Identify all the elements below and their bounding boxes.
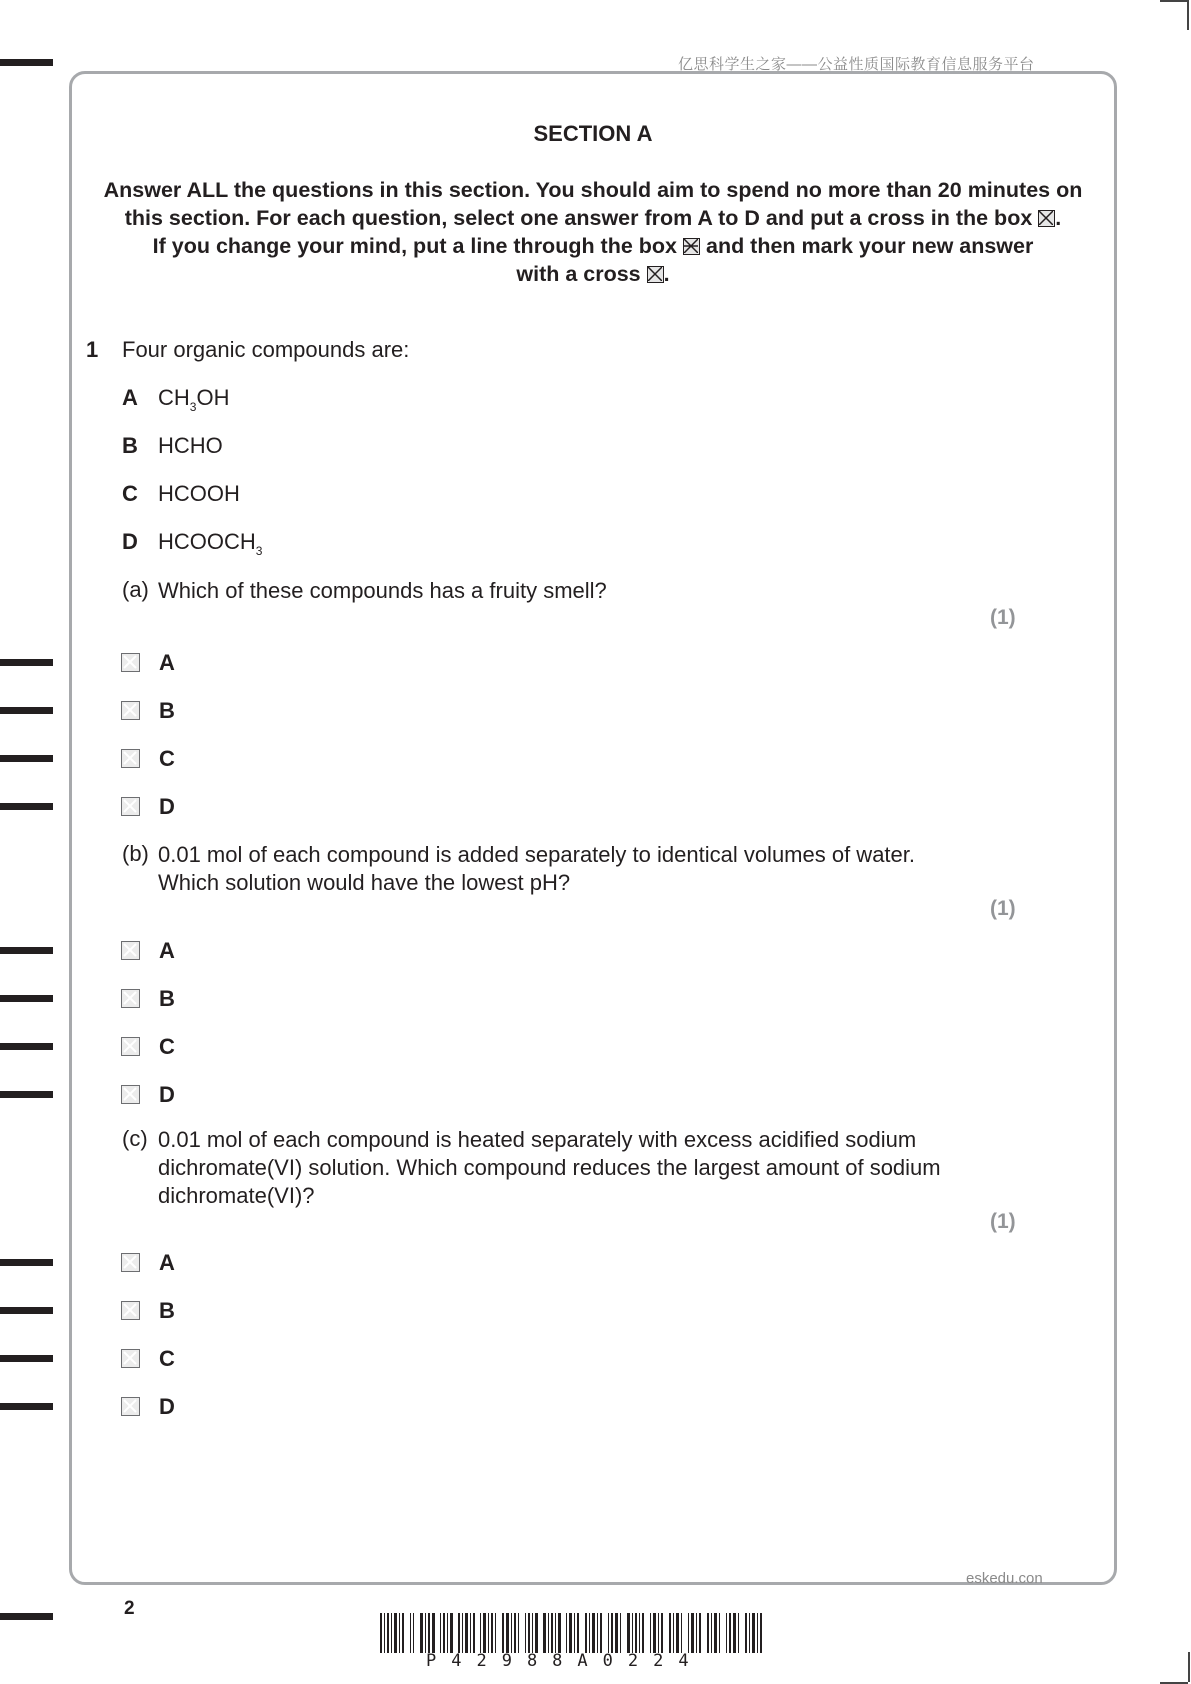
compound-formula: HCHO: [158, 433, 223, 458]
timing-mark: [0, 947, 53, 954]
compound-letter: D: [122, 529, 138, 554]
option-letter: A: [159, 938, 175, 963]
marks-label: (1): [990, 1210, 1016, 1233]
footer-watermark: eskedu.con: [966, 1570, 1043, 1587]
timing-mark: [0, 1259, 53, 1266]
answer-checkbox-a[interactable]: [121, 653, 140, 672]
option-letter: C: [159, 746, 175, 771]
struck-cross-box-icon: [683, 238, 700, 255]
part-text: Which of these compounds has a fruity smell?: [158, 578, 607, 603]
answer-checkbox-d[interactable]: [121, 1397, 140, 1416]
instruction-line-3a: If you change your mind, put a line through the box: [152, 234, 678, 258]
timing-mark: [0, 59, 53, 66]
instruction-line-1: Answer ALL the questions in this section. You should aim to spend no more than 20 minutes on: [103, 178, 1083, 202]
registration-mark: [1187, 0, 1189, 30]
timing-mark: [0, 1091, 53, 1098]
compound-formula: HCOOH: [158, 481, 240, 506]
question-stem: Four organic compounds are:: [122, 337, 410, 362]
timing-mark: [0, 1043, 53, 1050]
compound-letter: C: [122, 481, 138, 506]
answer-checkbox-c[interactable]: [121, 1349, 140, 1368]
part-label: (a): [122, 577, 149, 602]
answer-checkbox-b[interactable]: [121, 701, 140, 720]
answer-checkbox-a[interactable]: [121, 1253, 140, 1272]
timing-mark: [0, 1307, 53, 1314]
compound-letter: A: [122, 385, 138, 410]
answer-checkbox-d[interactable]: [121, 797, 140, 816]
header-watermark: 亿思科学生之家——公益性质国际教育信息服务平台: [678, 56, 1035, 73]
timing-mark: [0, 659, 53, 666]
instruction-line-2: this section. For each question, select one answer from A to D and put a cross in the box: [124, 206, 1033, 230]
option-letter: D: [159, 794, 175, 819]
part-text: 0.01 mol of each compound is added separately to identical volumes of water. Which solution would have the lowest pH?: [158, 842, 916, 895]
timing-mark: [0, 803, 53, 810]
option-letter: A: [159, 1250, 175, 1275]
timing-mark: [0, 1355, 53, 1362]
answer-checkbox-b[interactable]: [121, 1301, 140, 1320]
timing-mark: [0, 995, 53, 1002]
timing-mark: [0, 1613, 53, 1620]
barcode-icon: [380, 1613, 810, 1653]
page-number: 2: [124, 1598, 135, 1619]
cross-box-icon: [1038, 210, 1055, 227]
marks-label: (1): [990, 606, 1016, 629]
answer-checkbox-c[interactable]: [121, 749, 140, 768]
option-letter: C: [159, 1034, 175, 1059]
part-label: (b): [122, 841, 149, 866]
part-label: (c): [122, 1126, 148, 1151]
barcode-number: P42988A0224: [426, 1651, 704, 1671]
timing-mark: [0, 1403, 53, 1410]
registration-mark: [1188, 1652, 1190, 1682]
option-letter: D: [159, 1394, 175, 1419]
answer-checkbox-d[interactable]: [121, 1085, 140, 1104]
section-instructions: Answer ALL the questions in this section. You should aim to spend no more than 20 minutes on this section. For each question, select one answer from A to D and put a cross in the box . If you change your mind, put a line through the box and then mark your new answer with a cross .: [103, 178, 1083, 286]
option-letter: B: [159, 1298, 175, 1323]
section-title: SECTION A: [533, 121, 653, 146]
answer-checkbox-b[interactable]: [121, 989, 140, 1008]
page-frame: [69, 71, 1117, 1585]
marks-label: (1): [990, 897, 1016, 920]
timing-mark: [0, 707, 53, 714]
option-letter: A: [159, 650, 175, 675]
answer-checkbox-c[interactable]: [121, 1037, 140, 1056]
part-text: 0.01 mol of each compound is heated separately with excess acidified sodium dichromate(VI) solution. Which compound reduces the largest amount of sodium dichromate(VI)?: [158, 1127, 941, 1208]
answer-checkbox-a[interactable]: [121, 941, 140, 960]
compound-formula: $CH_3OH$: [158, 385, 230, 414]
compound-formula: $HCOOCH_3$: [158, 529, 263, 558]
instruction-line-3b: and then mark your new answer: [705, 234, 1034, 258]
option-letter: D: [159, 1082, 175, 1107]
timing-mark: [0, 755, 53, 762]
instruction-line-4: with a cross: [516, 262, 641, 286]
registration-mark: [1160, 0, 1188, 2]
option-letter: C: [159, 1346, 175, 1371]
question-number: 1: [86, 337, 99, 362]
compound-letter: B: [122, 433, 138, 458]
option-letter: B: [159, 698, 175, 723]
cross-box-icon: [647, 266, 664, 283]
option-letter: B: [159, 986, 175, 1011]
